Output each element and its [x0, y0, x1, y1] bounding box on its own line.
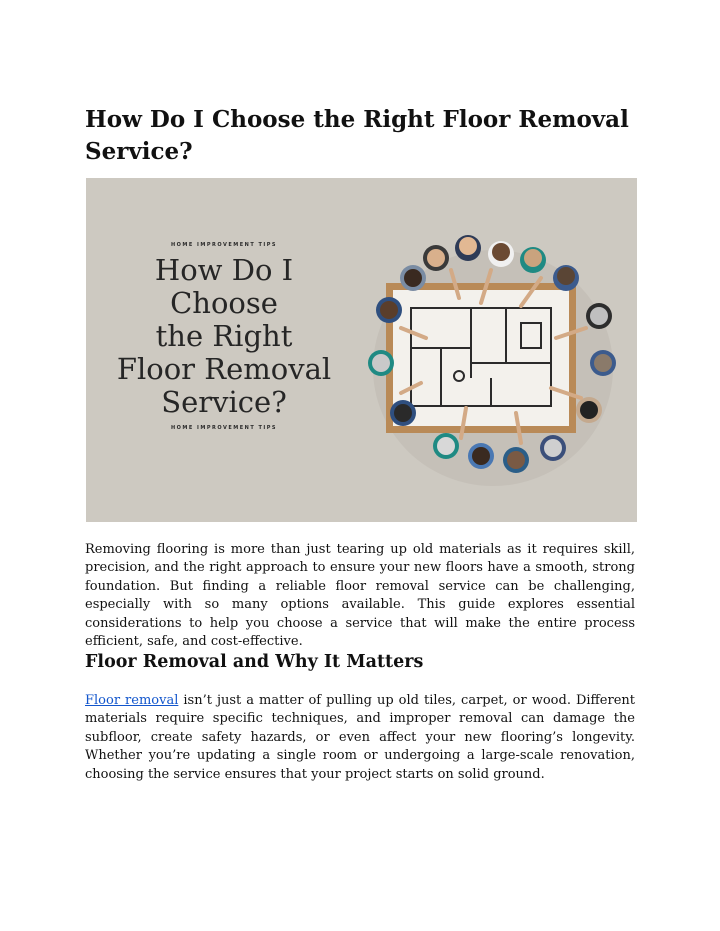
hero-title-line: Service? — [161, 385, 287, 419]
hero-text-block — [98, 242, 350, 431]
hero-title-line: Choose — [170, 286, 278, 320]
article-title: How Do I Choose the Right Floor Removal Service? — [85, 106, 629, 165]
hero-title-line: Floor Removal — [116, 352, 332, 386]
hero-kicker: HOME IMPROVEMENT TIPS — [170, 242, 278, 248]
floor-removal-link[interactable]: Floor removal — [85, 693, 179, 708]
intro-paragraph: Removing flooring is more than just tearing up old materials as it requires skill, precision, and the right approach to ensure your new floors have a smooth, strong foundation. But finding a reliable floor removal service can be challenging, especially with so many options available. This guide explores essential considerations to help you choose a service that will make the entire process efficient, safe, and cost-effective. — [85, 542, 635, 650]
team-around-blueprint-illustration — [341, 198, 637, 508]
hero-footer: HOME IMPROVEMENT TIPS — [170, 425, 278, 431]
section-paragraph — [85, 692, 635, 784]
hero-title-line: the Right — [155, 319, 293, 353]
hero-image — [86, 178, 637, 522]
section-heading: Floor Removal and Why It Matters — [85, 652, 424, 672]
section-body-text: isn’t just a matter of pulling up old tiles, carpet, or wood. Different materials require specific techniques, and improper removal can damage the subfloor, create safety hazards, or even affect your new flooring’s longevity. Whether you’re updating a single room or undergoing a large-scale renovation, choosing the service ensures that your project starts on solid ground. — [85, 693, 635, 782]
hero-title — [98, 254, 350, 419]
hero-title-line: How Do I — [154, 253, 294, 287]
